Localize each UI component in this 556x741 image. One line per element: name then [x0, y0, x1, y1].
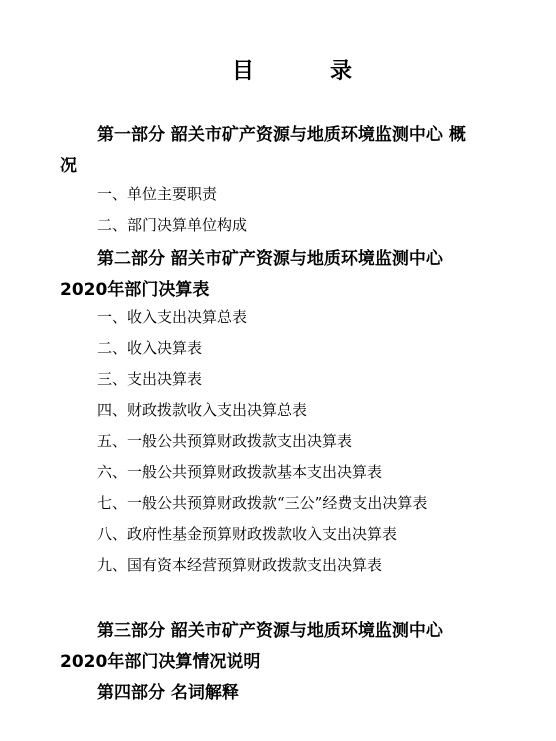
part2-heading-continuation: 2020年部门决算表: [60, 280, 210, 300]
part3-heading: 第三部分 韶关市矿产资源与地质环境监测中心: [97, 621, 443, 641]
part2-item-6: 六、一般公共预算财政拨款基本支出决算表: [97, 463, 383, 481]
toc-title: [0, 54, 556, 86]
toc-title-right: 录: [330, 59, 353, 84]
part2-item-4: 四、财政拨款收入支出决算总表: [97, 401, 308, 419]
part3-heading-continuation: 2020年部门决算情况说明: [60, 652, 261, 672]
part1-heading-continuation: 况: [60, 156, 77, 176]
part4-heading: 第四部分 名词解释: [97, 683, 239, 703]
part2-item-2: 二、收入决算表: [97, 339, 203, 357]
part2-item-9: 九、国有资本经营预算财政拨款支出决算表: [97, 556, 383, 574]
part1-heading: 第一部分 韶关市矿产资源与地质环境监测中心 概: [97, 125, 466, 145]
toc-title-left: 目: [232, 59, 255, 84]
part2-item-7: 七、一般公共预算财政拨款“三公”经费支出决算表: [97, 494, 428, 512]
part2-heading: 第二部分 韶关市矿产资源与地质环境监测中心: [97, 249, 443, 269]
part2-item-8: 八、政府性基金预算财政拨款收入支出决算表: [97, 525, 398, 543]
part1-item-1: 一、单位主要职责: [97, 185, 218, 203]
part2-item-3: 三、支出决算表: [97, 370, 203, 388]
part2-item-5: 五、一般公共预算财政拨款支出决算表: [97, 432, 353, 450]
part2-item-1: 一、收入支出决算总表: [97, 308, 248, 326]
part1-item-2: 二、部门决算单位构成: [97, 216, 248, 234]
